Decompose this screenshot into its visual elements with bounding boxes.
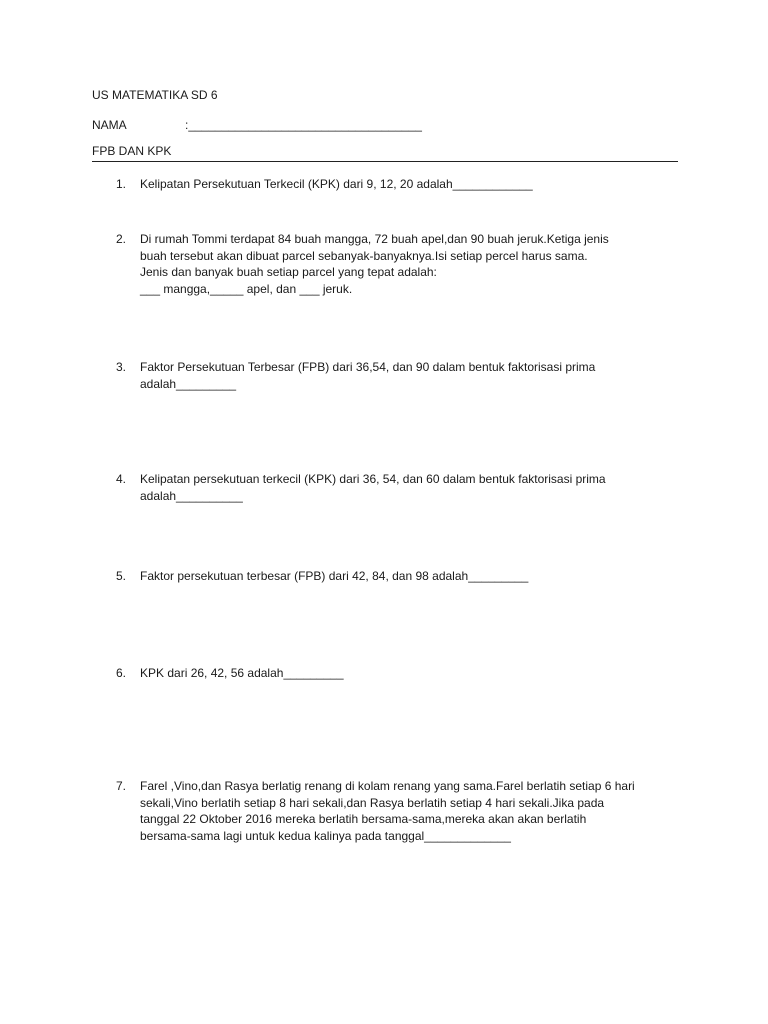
question-line: Kelipatan Persekutuan Terkecil (KPK) dari 9, 12, 20 adalah____________ (140, 177, 533, 191)
question-line: KPK dari 26, 42, 56 adalah_________ (140, 666, 344, 680)
question-text (140, 231, 676, 297)
question-text (140, 778, 676, 844)
name-blank: :___________________________________ (185, 118, 422, 132)
question-line: buah tersebut akan dibuat parcel sebanyak-banyaknya.Isi setiap percel harus sama. (140, 248, 588, 263)
question-line: Kelipatan persekutuan terkecil (KPK) dari 36, 54, dan 60 dalam bentuk faktorisasi prima (140, 472, 606, 486)
question-line: Farel ,Vino,dan Rasya berlatig renang di kolam renang yang sama.Farel berlatih setiap 6 hari (140, 779, 635, 793)
question-line: adalah_________ (140, 376, 237, 391)
question-number: 6. (116, 666, 127, 680)
question-text (140, 471, 676, 504)
document-title: US MATEMATIKA SD 6 (92, 88, 218, 102)
question-text (140, 176, 676, 193)
question-line: sekali,Vino berlatih setiap 8 hari sekali,dan Rasya berlatih setiap 4 hari sekali.Jika pada (140, 795, 605, 810)
question-line: Faktor persekutuan terbesar (FPB) dari 42, 84, dan 98 adalah_________ (140, 569, 529, 583)
name-label: NAMA (92, 118, 127, 132)
question-number: 7. (116, 779, 127, 793)
question-number: 1. (116, 177, 127, 191)
section-divider (92, 161, 678, 162)
question-line: Faktor Persekutuan Terbesar (FPB) dari 36,54, dan 90 dalam bentuk faktorisasi prima (140, 360, 596, 374)
question-text (140, 359, 676, 392)
question-line: bersama-sama lagi untuk kedua kalinya pada tanggal_____________ (140, 828, 511, 843)
question-number: 5. (116, 569, 127, 583)
question-number: 2. (116, 232, 127, 246)
question-text (140, 665, 676, 682)
question-text (140, 568, 676, 585)
question-line: Jenis dan banyak buah setiap parcel yang tepat adalah: (140, 265, 437, 279)
question-line: tanggal 22 Oktober 2016 mereka berlatih bersama-sama,mereka akan akan berlatih (140, 812, 587, 826)
question-number: 4. (116, 472, 127, 486)
question-line: Di rumah Tommi terdapat 84 buah mangga, 72 buah apel,dan 90 buah jeruk.Ketiga jenis (140, 232, 609, 246)
question-number: 3. (116, 360, 127, 374)
question-line: ___ mangga,_____ apel, dan ___ jeruk. (140, 281, 353, 296)
question-line: adalah__________ (140, 488, 243, 503)
section-title: FPB DAN KPK (92, 144, 172, 158)
